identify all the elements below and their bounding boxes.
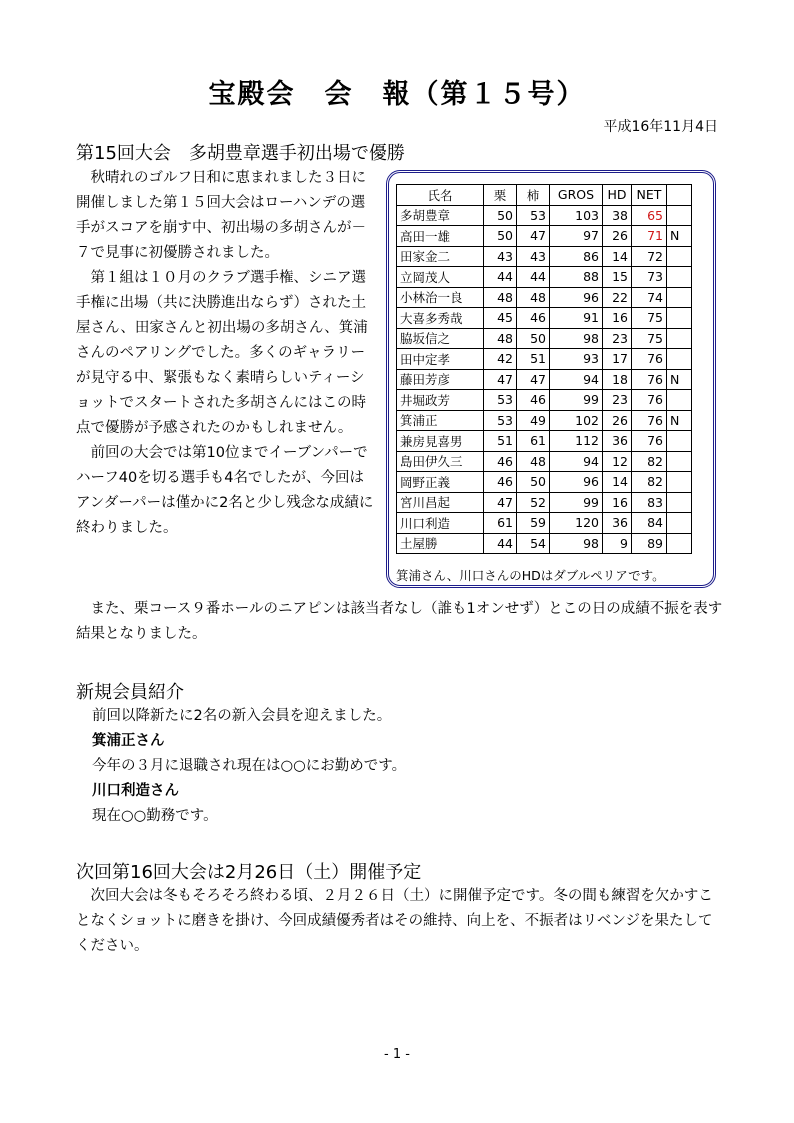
cell-net: 75 <box>632 308 667 329</box>
cell-gros: 98 <box>550 533 603 554</box>
cell-name: 立岡茂人 <box>397 267 484 288</box>
table-row <box>397 328 692 349</box>
issue-date: 平成16年11月4日 <box>603 119 718 135</box>
section1-para2: 第１組は１０月のクラブ選手権、シニア選手権に出場（共に決勝進出ならず）された土屋さん、田家さんと初出場の多胡さん、箕浦さんのペアリングでした。多くのギャラリーが見守る中、緊張もなく素晴らしいティーショットでスタートされた多胡さんにはこの時点で優勝が予感されたのかもしれません。 <box>76 270 368 436</box>
cell-name: 井堀政芳 <box>397 390 484 411</box>
cell-hd: 16 <box>603 492 632 513</box>
cell-gros: 94 <box>550 369 603 390</box>
cell-kaki: 59 <box>517 513 550 534</box>
cell-name: 宮川昌起 <box>397 492 484 513</box>
table-row <box>397 492 692 513</box>
cell-kuri: 42 <box>484 349 517 370</box>
section3-heading: 次回第16回大会は2月26日（土）開催予定 <box>76 862 422 883</box>
cell-kaki: 43 <box>517 246 550 267</box>
cell-note <box>667 287 692 308</box>
cell-note <box>667 246 692 267</box>
score-table <box>396 184 692 554</box>
cell-name: 多胡豊章 <box>397 205 484 226</box>
cell-gros: 91 <box>550 308 603 329</box>
cell-net: 76 <box>632 349 667 370</box>
cell-kuri: 43 <box>484 246 517 267</box>
section2-heading: 新規会員紹介 <box>76 682 184 703</box>
cell-kaki: 46 <box>517 308 550 329</box>
cell-name: 箕浦正 <box>397 410 484 431</box>
cell-gros: 98 <box>550 328 603 349</box>
section3-body <box>76 884 726 959</box>
section2-intro: 前回以降新たに2名の新入会員を迎えました。 <box>92 708 392 724</box>
cell-kuri: 48 <box>484 328 517 349</box>
cell-kaki: 50 <box>517 328 550 349</box>
cell-kuri: 46 <box>484 451 517 472</box>
cell-note <box>667 349 692 370</box>
cell-name: 高田一雄 <box>397 226 484 247</box>
cell-kaki: 61 <box>517 431 550 452</box>
cell-hd: 26 <box>603 410 632 431</box>
cell-hd: 36 <box>603 431 632 452</box>
cell-hd: 26 <box>603 226 632 247</box>
cell-net: 76 <box>632 390 667 411</box>
cell-kaki: 48 <box>517 451 550 472</box>
cell-name: 兼房見喜男 <box>397 431 484 452</box>
cell-kaki: 54 <box>517 533 550 554</box>
cell-kuri: 44 <box>484 533 517 554</box>
cell-note <box>667 308 692 329</box>
table-row <box>397 410 692 431</box>
cell-gros: 99 <box>550 492 603 513</box>
cell-hd: 38 <box>603 205 632 226</box>
table-row <box>397 308 692 329</box>
section2-body <box>92 704 712 829</box>
cell-name: 岡野正義 <box>397 472 484 493</box>
cell-kuri: 46 <box>484 472 517 493</box>
cell-name: 島田伊久三 <box>397 451 484 472</box>
cell-hd: 36 <box>603 513 632 534</box>
cell-net: 82 <box>632 451 667 472</box>
member1-text: 今年の３月に退職され現在は○○にお勤めです。 <box>92 758 407 774</box>
cell-note <box>667 390 692 411</box>
cell-gros: 102 <box>550 410 603 431</box>
table-row <box>397 451 692 472</box>
cell-gros: 120 <box>550 513 603 534</box>
cell-kuri: 45 <box>484 308 517 329</box>
table-row <box>397 390 692 411</box>
cell-kuri: 53 <box>484 410 517 431</box>
header-note <box>667 185 692 206</box>
page-number: - 1 - <box>384 1047 410 1062</box>
table-row <box>397 472 692 493</box>
member2-name: 川口利造さん <box>92 783 179 799</box>
cell-hd: 18 <box>603 369 632 390</box>
cell-kaki: 49 <box>517 410 550 431</box>
cell-kuri: 47 <box>484 369 517 390</box>
cell-note <box>667 513 692 534</box>
cell-net: 72 <box>632 246 667 267</box>
cell-note <box>667 431 692 452</box>
cell-note <box>667 267 692 288</box>
cell-kuri: 48 <box>484 287 517 308</box>
cell-hd: 14 <box>603 472 632 493</box>
header-hd: HD <box>603 185 632 206</box>
cell-kaki: 50 <box>517 472 550 493</box>
table-row <box>397 287 692 308</box>
cell-gros: 97 <box>550 226 603 247</box>
score-table-header-row <box>397 185 692 206</box>
cell-name: 土屋勝 <box>397 533 484 554</box>
cell-net: 76 <box>632 410 667 431</box>
cell-kaki: 51 <box>517 349 550 370</box>
cell-kaki: 52 <box>517 492 550 513</box>
cell-hd: 14 <box>603 246 632 267</box>
cell-hd: 17 <box>603 349 632 370</box>
cell-note <box>667 451 692 472</box>
cell-kaki: 44 <box>517 267 550 288</box>
cell-note: N <box>667 410 692 431</box>
cell-name: 川口利造 <box>397 513 484 534</box>
cell-net: 82 <box>632 472 667 493</box>
header-kuri: 栗 <box>484 185 517 206</box>
cell-net: 84 <box>632 513 667 534</box>
cell-net: 73 <box>632 267 667 288</box>
section1-para3: 前回の大会では第10位までイーブンパーでハーフ40を切る選手も4名でしたが、今回はアンダーパーは僅かに2名と少し残念な成績に終わりました。 <box>76 445 374 536</box>
cell-net: 75 <box>632 328 667 349</box>
cell-kuri: 50 <box>484 226 517 247</box>
table-row <box>397 513 692 534</box>
cell-hd: 15 <box>603 267 632 288</box>
newsletter-title: 宝殿会 会 報（第１５号） <box>208 79 586 110</box>
table-row <box>397 246 692 267</box>
table-row <box>397 205 692 226</box>
cell-gros: 99 <box>550 390 603 411</box>
cell-net: 71 <box>632 226 667 247</box>
header-name: 氏名 <box>397 185 484 206</box>
cell-kaki: 46 <box>517 390 550 411</box>
cell-name: 田家金二 <box>397 246 484 267</box>
cell-note <box>667 533 692 554</box>
member1-name: 箕浦正さん <box>92 733 165 749</box>
cell-net: 65 <box>632 205 667 226</box>
cell-hd: 12 <box>603 451 632 472</box>
header-kaki: 柿 <box>517 185 550 206</box>
section1-body <box>76 166 376 541</box>
table-footnote: 箕浦さん、川口さんのHDはダブルペリアです。 <box>396 568 665 583</box>
table-row <box>397 431 692 452</box>
header-gros: GROS <box>550 185 603 206</box>
cell-note <box>667 472 692 493</box>
cell-gros: 93 <box>550 349 603 370</box>
cell-net: 76 <box>632 369 667 390</box>
cell-note: N <box>667 226 692 247</box>
cell-kuri: 47 <box>484 492 517 513</box>
score-table-body <box>397 205 692 554</box>
cell-name: 大喜多秀哉 <box>397 308 484 329</box>
section1-para1: 秋晴れのゴルフ日和に恵まれました３日に開催しました第１５回大会はローハンデの選手がスコアを崩す中、初出場の多胡さんが－７で見事に初優勝されました。 <box>76 170 366 261</box>
cell-gros: 103 <box>550 205 603 226</box>
cell-note <box>667 328 692 349</box>
table-row <box>397 349 692 370</box>
member2-text: 現在○○勤務です。 <box>92 808 218 824</box>
table-row <box>397 267 692 288</box>
cell-hd: 23 <box>603 328 632 349</box>
cell-kaki: 47 <box>517 369 550 390</box>
cell-name: 小林治一良 <box>397 287 484 308</box>
cell-kaki: 48 <box>517 287 550 308</box>
section1-closing <box>76 597 726 647</box>
table-row <box>397 369 692 390</box>
cell-note <box>667 492 692 513</box>
cell-gros: 96 <box>550 472 603 493</box>
section1-heading: 第15回大会 多胡豊章選手初出場で優勝 <box>76 143 405 164</box>
cell-kaki: 53 <box>517 205 550 226</box>
section3-para: 次回大会は冬もそろそろ終わる頃、２月２６日（土）に開催予定です。冬の間も練習を欠かすことなくショットに磨きを掛け、今回成績優秀者はその維持、向上を、不振者はリベンジを果たしてください。 <box>76 888 713 954</box>
cell-kuri: 53 <box>484 390 517 411</box>
cell-hd: 16 <box>603 308 632 329</box>
cell-kuri: 51 <box>484 431 517 452</box>
cell-gros: 112 <box>550 431 603 452</box>
cell-gros: 88 <box>550 267 603 288</box>
cell-hd: 9 <box>603 533 632 554</box>
cell-gros: 94 <box>550 451 603 472</box>
cell-kuri: 61 <box>484 513 517 534</box>
cell-kuri: 50 <box>484 205 517 226</box>
cell-name: 藤田芳彦 <box>397 369 484 390</box>
cell-net: 76 <box>632 431 667 452</box>
table-row <box>397 533 692 554</box>
cell-name: 田中定孝 <box>397 349 484 370</box>
cell-gros: 86 <box>550 246 603 267</box>
cell-name: 脇坂信之 <box>397 328 484 349</box>
cell-gros: 96 <box>550 287 603 308</box>
header-net: NET <box>632 185 667 206</box>
cell-net: 74 <box>632 287 667 308</box>
table-row <box>397 226 692 247</box>
section1-para4: また、栗コース９番ホールのニアピンは該当者なし（誰も1オンせず）とこの日の成績不振を表す結果となりました。 <box>76 601 723 642</box>
cell-note: N <box>667 369 692 390</box>
cell-net: 83 <box>632 492 667 513</box>
cell-hd: 22 <box>603 287 632 308</box>
cell-net: 89 <box>632 533 667 554</box>
cell-kaki: 47 <box>517 226 550 247</box>
cell-note <box>667 205 692 226</box>
cell-hd: 23 <box>603 390 632 411</box>
cell-kuri: 44 <box>484 267 517 288</box>
